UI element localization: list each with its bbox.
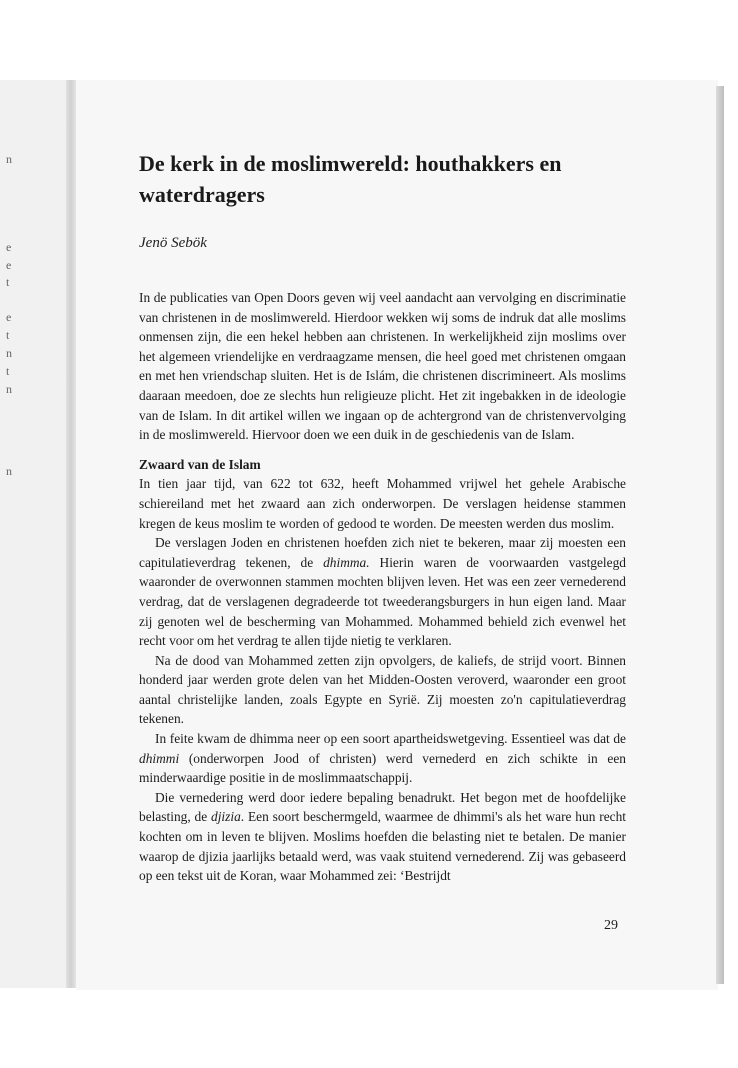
facing-page-edge <box>0 80 72 988</box>
edge-letter: n <box>6 152 12 166</box>
paragraph-1: In tien jaar tijd, van 622 tot 632, heeft Mohammed vrijwel het gehele Arabische schiereiland met het zwaard aan zich onderworpen. De verslagen heidense stammen kregen de keus moslim te worden of gedood te worden. De meesten werden dus moslim. <box>139 476 626 531</box>
page-stack-edge <box>716 86 724 984</box>
edge-letter: n <box>6 346 12 360</box>
edge-letter: e <box>6 310 12 324</box>
edge-letter: t <box>6 328 10 342</box>
paragraph-2: De verslagen Joden en christenen hoefden zich niet te bekeren, maar zij moesten een capitulatieverdrag tekenen, de dhimma. Hierin waren de voorwaarden vastgelegd waaronder de overwonnen stammen mochten blijven leven. Het was een zeer vernederend verdrag, dat de verslagenen degradeerde tot tweederangsburgers in hun eigen land. Maar zij genoten wel de bescherming van Mohammed. Mohammed behield zich evenwel het recht voor om het verdrag te allen tijde nietig te verklaren. <box>139 535 626 649</box>
article-title: De kerk in de moslimwereld: houthakkers en waterdragers <box>139 151 562 207</box>
edge-letter: n <box>6 382 12 396</box>
paragraph-3: Na de dood van Mohammed zetten zijn opvolgers, de kaliefs, de strijd voort. Binnen honderd jaar werden grote delen van het Midden-Oosten veroverd, waaronder een groot aantal christelijke landen, zoals Egypte en Syrië. Zij moesten zo'n capitulatieverdrag tekenen. <box>139 652 626 727</box>
paragraph-5: Die vernedering werd door iedere bepaling benadrukt. Het begon met de hoofdelijke belasting, de djizia. Een soort beschermgeld, waarmee de dhimmi's als het ware hun recht kochten om in leven te blijven. Moslims hoefden die belasting niet te betalen. De manier waarop de djizia jaarlijks betaald werd, was vaak stuitend vernederend. Zij was gebaseerd op een tekst uit de Koran, waar Mohammed zei: ‘Bestrijdt <box>139 789 626 884</box>
paragraph-4: In feite kwam de dhimma neer op een soort apartheidswetgeving. Essentieel was dat de dhimmi (onderworpen Jood of christen) werd vernederd en zich schikte in een minderwaardige positie in de moslimmaatschappij. <box>139 731 626 786</box>
section-heading: Zwaard van de Islam <box>139 456 261 472</box>
edge-letter: t <box>6 364 10 378</box>
edge-letter: t <box>6 275 10 289</box>
edge-letter: e <box>6 240 12 254</box>
intro-paragraph: In de publicaties van Open Doors geven wij veel aandacht aan vervolging en discriminatie van christenen in de moslimwereld. Hierdoor wekken wij soms de indruk dat alle moslims onmensen zijn, die een hekel hebben aan christenen. In werkelijkheid zijn moslims over het algemeen vriendelijke en verdraagzame mensen, die heel goed met christenen omgaan en met hen vriendschap sluiten. Het is de Islám, die christenen discrimineert. Als moslims daaraan meedoen, doe ze slechts hun religieuze plicht. Het zit ingebakken in de ideologie van de Islam. In dit artikel willen we ingaan op de achtergrond van de christenvervolging in de moslimwereld. Hiervoor doen we een duik in de geschiedenis van de Islam. <box>139 290 626 443</box>
page-number: 29 <box>604 918 618 933</box>
edge-letter: e <box>6 258 12 272</box>
article-body <box>139 288 626 886</box>
article-author: Jenö Sebök <box>139 235 207 251</box>
edge-letter: n <box>6 464 12 478</box>
